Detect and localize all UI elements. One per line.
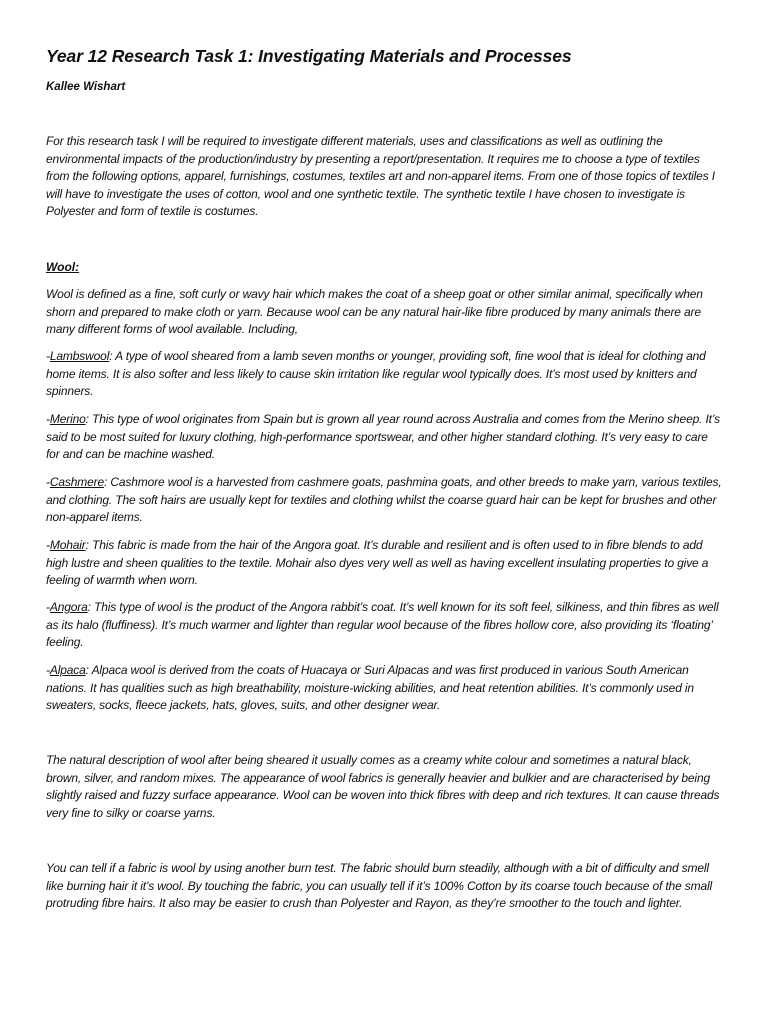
wool-type-description: : This type of wool originates from Spain but is grown all year round across Australia and comes from the Merino sheep. It’s said to be most suited for luxury clothing, high-performance sportswear, and other higher standard clothing. It’s very easy to care for and can be machine washed. <box>46 412 721 462</box>
wool-type-dash: - <box>46 475 50 489</box>
wool-type-description: : A type of wool sheared from a lamb seven months or younger, providing soft, fine wool that is ideal for clothing and home items. It is also softer and less likely to cause skin irritation like regular wool typically does. It’s most used by knitters and spinners. <box>46 349 706 399</box>
wool-type-dash: - <box>46 412 50 426</box>
wool-type-term: Cashmere <box>49 475 105 489</box>
wool-type-angora <box>46 599 724 652</box>
wool-type-cashmere <box>46 474 724 527</box>
wool-type-lambswool <box>46 348 724 401</box>
wool-heading: Wool: <box>46 260 80 274</box>
wool-type-term: Mohair <box>49 538 86 552</box>
wool-type-description: : Cashmore wool is a harvested from cashmere goats, pashmina goats, and other breeds to make yarn, various textiles, and clothing. The soft hairs are usually kept for textiles and clothing whilst the coarse guard hair can be kept for brushes and other non-apparel items. <box>46 475 722 525</box>
wool-type-term: Merino <box>49 412 86 426</box>
wool-type-dash: - <box>46 600 50 614</box>
wool-type-alpaca <box>46 662 724 715</box>
wool-type-description: : This type of wool is the product of the Angora rabbit’s coat. It’s well known for its soft feel, silkiness, and thin fibres as well as its halo (fluffiness). It’s much warmer and lighter than regular wool because of the fibres hollow core, also providing its ‘floating’ feeling. <box>46 600 719 650</box>
wool-type-mohair <box>46 537 724 590</box>
wool-type-term: Alpaca <box>49 663 86 677</box>
intro-paragraph: For this research task I will be required to investigate different materials, uses and classifications as well as outlining the environmental impacts of the production/industry by presenting a report/presentation. It requires me to choose a type of textiles from the following options, apparel, furnishings, costumes, textiles art and non-apparel items. From one of those topics of textiles I will have to investigate the uses of cotton, wool and one synthetic textile. The synthetic textile I have chosen to investigate is Polyester and form of textile is costumes. <box>46 134 715 219</box>
author-name: Kallee Wishart <box>46 81 126 93</box>
natural-description-paragraph: The natural description of wool after being sheared it usually comes as a creamy white colour and sometimes a natural black, brown, silver, and random mixes. The appearance of wool fabrics is generally heavier and bulkier and are characterised by being slightly raised and fuzzy surface appearance. Wool can be woven into thick fibres with deep and rich textures. It can cause threads very fine to silky or coarse yarns. <box>46 753 720 820</box>
burn-test-paragraph: You can tell if a fabric is wool by using another burn test. The fabric should burn steadily, although with a bit of difficulty and smell like burning hair it it’s wool. By touching the fabric, you can usually tell if it’s 100% Cotton by its coarse touch because of the small protruding fibre hairs. It also may be easier to crush than Polyester and Rayon, as they’re smoother to the touch and lighter. <box>46 861 713 911</box>
wool-type-description: : This fabric is made from the hair of the Angora goat. It’s durable and resilient and is often used to in fibre blends to add high lustre and sheen qualities to the textile. Mohair also dyes very well as well as having excellent insulating properties to give a feeling of warmth when worn. <box>46 538 709 588</box>
wool-type-dash: - <box>46 349 50 363</box>
document-title: Year 12 Research Task 1: Investigating Materials and Processes <box>46 46 572 66</box>
wool-type-merino <box>46 411 724 464</box>
wool-type-dash: - <box>46 538 50 552</box>
wool-type-description: : Alpaca wool is derived from the coats of Huacaya or Suri Alpacas and was first produced in various South American nations. It has qualities such as high breathability, moisture-wicking abilities, and heat retention abilities. It’s commonly used in sweaters, socks, fleece jackets, hats, gloves, suits, and other designer wear. <box>46 663 694 713</box>
wool-definition-paragraph: Wool is defined as a fine, soft curly or wavy hair which makes the coat of a sheep goat or other similar animal, specifically when shorn and prepared to make cloth or yarn. Because wool can be any natural hair-like fibre produced by many animals there are many different forms of wool available. Including, <box>46 287 703 337</box>
wool-type-dash: - <box>46 663 50 677</box>
wool-type-term: Lambswool <box>49 349 110 363</box>
wool-type-term: Angora <box>49 600 88 614</box>
